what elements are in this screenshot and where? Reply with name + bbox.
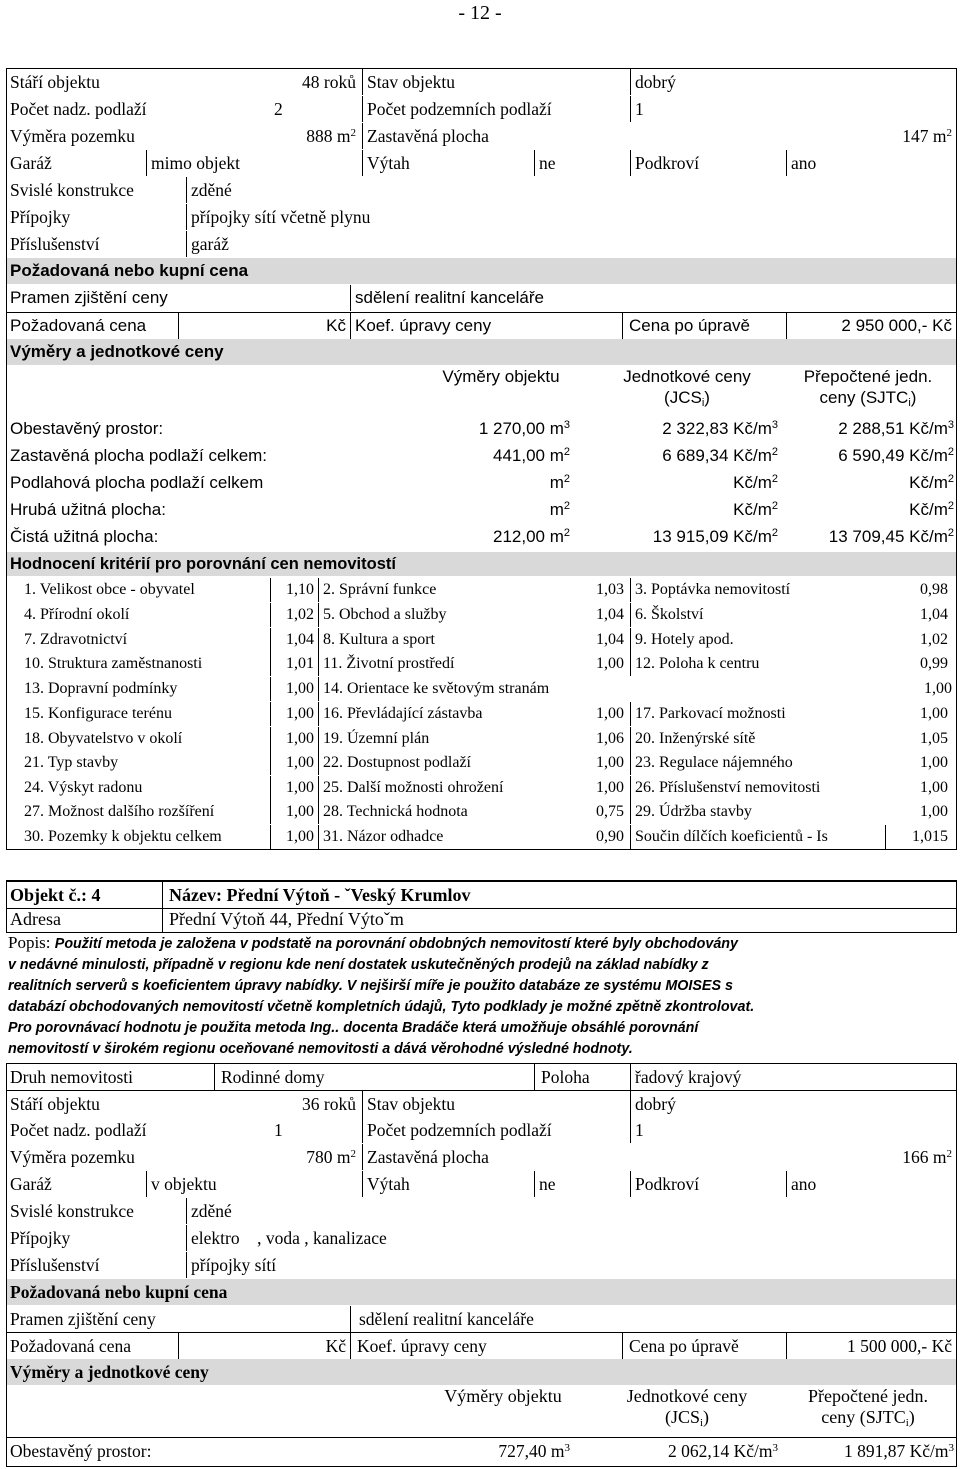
criterion-value: 1,00	[920, 779, 948, 796]
description-line: Popis: Použití metoda je založena v podstatě na porovnání obdobných nemovitostí které byly obchodovány	[8, 933, 738, 952]
criterion-label: 1. Velikost obce - obyvatel	[24, 581, 195, 598]
requested-price-label: Požadovaná cena	[10, 316, 147, 335]
areas-column-headers	[6, 1386, 957, 1434]
criterion-value: 1,04	[920, 606, 948, 623]
criteria-row	[6, 702, 957, 726]
criterion-value: 1,00	[920, 754, 948, 771]
area-value: 441,00 $m^2$	[492, 446, 570, 465]
lift-label: Výtah	[362, 1171, 534, 1197]
criterion-value: 1,00	[596, 754, 624, 771]
criterion-label: 7. Zdravotnictví	[24, 631, 128, 648]
plot-value: 888 $m^2$	[306, 126, 356, 146]
converted-price-value: 1 891,87 $Kč/m^3$	[843, 1441, 954, 1461]
criterion-label: 26. Příslušenství nemovitosti	[630, 776, 886, 800]
attic-label: Podkroví	[630, 150, 786, 176]
area-row	[6, 443, 957, 469]
garage-value: v objektu	[146, 1171, 362, 1197]
area-value: 1 270,00 $m^3$	[478, 419, 570, 438]
row-price-source	[6, 285, 957, 311]
criterion-value: 1,00	[596, 655, 624, 672]
after-adjust-label: Cena po úpravě	[622, 313, 786, 339]
criteria-row	[6, 603, 957, 627]
connections-value: elektro , voda , kanalizace	[186, 1225, 956, 1251]
price-section-title: Požadovaná nebo kupní cena	[10, 1282, 228, 1302]
areas-section-header	[6, 1359, 957, 1385]
attic-value: ano	[786, 1171, 956, 1197]
areas-section-title: Výměry a jednotkové ceny	[10, 1362, 209, 1382]
criterion-value: 0,99	[920, 655, 948, 672]
criterion-value: 1,04	[596, 631, 624, 648]
lift-value: ne	[534, 1171, 630, 1197]
plot-value: 780 $m^2$	[306, 1147, 356, 1167]
criteria-row	[6, 628, 957, 652]
row-garage	[6, 1171, 957, 1197]
floors-value: 1	[274, 1120, 283, 1140]
row-property-type	[6, 1063, 957, 1090]
description-line: nemovitostí v širokém regionu oceňované nemovitosti a dává věrohodné výsledné hodnoty.	[8, 1041, 633, 1057]
garage-label: Garáž	[10, 153, 52, 173]
criterion-value: 0,98	[920, 581, 948, 598]
unit-price-value: $Kč/m^2$	[733, 500, 778, 519]
object-name: Název: Přední Výtoň - ˇVeský Krumlov	[162, 882, 956, 908]
price-source-label: Pramen zjištění ceny	[10, 1309, 156, 1329]
row-plot	[6, 123, 957, 149]
underground-value: 1	[630, 96, 956, 122]
criterion-label: 27. Možnost dalšího rozšíření	[24, 803, 215, 820]
requested-price-currency: Kč	[178, 1333, 350, 1359]
criterion-label: 22. Dostupnost podlaží	[318, 751, 586, 775]
area-row	[6, 497, 957, 523]
area-label: Obestavěný prostor:	[10, 419, 164, 438]
criterion-value: 1,03	[596, 581, 624, 598]
areas-section-title: Výměry a jednotkové ceny	[10, 342, 224, 361]
criteria-row	[6, 800, 957, 824]
criterion-label: 19. Územní plán	[318, 727, 586, 751]
area-label: Obestavěný prostor:	[10, 1441, 152, 1461]
row-connections	[6, 1225, 957, 1251]
criterion-value: 0,75	[596, 803, 624, 820]
row-requested-price	[6, 312, 957, 340]
row-requested-price	[6, 1332, 957, 1360]
price-source-value: sdělení realitní kanceláře	[350, 1306, 956, 1332]
criterion-label: 24. Výskyt radonu	[24, 779, 143, 796]
converted-price-value: $Kč/m^2$	[909, 500, 954, 519]
row-garage	[6, 150, 957, 176]
page-number: - 12 -	[458, 2, 502, 24]
description-line: databází obchodovaných nemovitostí včetně kompletních údajů, Tyto podklady je možné zpětně zkontrolovat.	[8, 999, 755, 1015]
criterion-label: 18. Obyvatelstvo v okolí	[24, 730, 183, 747]
criterion-value: 1,00	[920, 803, 948, 820]
criterion-label: 6. Školství	[630, 603, 886, 627]
accessories-value: garáž	[186, 231, 956, 257]
attic-label: Podkroví	[630, 1171, 786, 1197]
criterion-label: 4. Přírodní okolí	[24, 606, 130, 623]
col-converted-price: Přepočtené jedn. ceny $(SJTC_i)$	[803, 367, 933, 409]
row-floors	[6, 96, 957, 122]
requested-price-currency: Kč	[178, 313, 350, 339]
area-label: Zastavěná plocha podlaží celkem:	[10, 446, 268, 465]
criterion-value: 1,00	[270, 825, 318, 849]
requested-price-label: Požadovaná cena	[10, 1336, 131, 1356]
criteria-row	[6, 825, 957, 849]
row-accessories	[6, 231, 957, 257]
area-label: Podlahová plocha podlaží celkem	[10, 473, 264, 492]
state-label: Stav objektu	[362, 1091, 630, 1117]
criteria-row	[6, 652, 957, 676]
row-walls	[6, 177, 957, 203]
location-value: řadový krajový	[630, 1064, 956, 1090]
area-value: $m^2$	[549, 473, 570, 492]
criterion-value: 1,00	[270, 702, 318, 726]
converted-price-value: 6 590,49 $Kč/m^2$	[838, 446, 954, 465]
area-row	[6, 524, 957, 550]
criterion-label: 16. Převládající zástavba	[318, 702, 586, 726]
age-value: 36 roků	[302, 1094, 356, 1114]
built-value: 166 $m^2$	[902, 1147, 952, 1167]
criterion-label: 8. Kultura a sport	[318, 628, 586, 652]
criterion-value: 1,00	[596, 705, 624, 722]
after-adjust-label: Cena po úpravě	[622, 1333, 786, 1359]
criterion-label: 2. Správní funkce	[318, 578, 586, 602]
criterion-label: 9. Hotely apod.	[630, 628, 886, 652]
plot-label: Výměra pozemku	[10, 1147, 135, 1167]
area-row	[6, 1437, 957, 1466]
floors-label: Počet nadz. podlaží	[10, 99, 147, 119]
criteria-row	[6, 677, 957, 701]
connections-label: Přípojky	[10, 1228, 71, 1248]
criterion-value: 1,05	[920, 730, 948, 747]
criterion-label: 3. Poptávka nemovitostí	[630, 578, 886, 602]
criterion-value: 1,02	[270, 603, 318, 627]
criterion-label: 23. Regulace nájemného	[630, 751, 886, 775]
criterion-label: 10. Struktura zaměstnanosti	[24, 655, 203, 672]
criteria-row	[6, 578, 957, 602]
price-section-header	[6, 1279, 957, 1305]
price-source-value: sdělení realitní kanceláře	[350, 285, 956, 311]
description-line: Pro porovnávací hodnotu je použita metoda Ing.. docenta Bradáče která umožňuje obsáhlé porovnání	[8, 1020, 699, 1036]
built-label: Zastavěná plocha	[362, 123, 630, 149]
description	[8, 932, 956, 1060]
price-source-label: Pramen zjištění ceny	[10, 288, 168, 307]
after-adjust-value: 1 500 000,- Kč	[786, 1333, 956, 1359]
location-label: Poloha	[534, 1064, 630, 1090]
type-value: Rodinné domy	[214, 1064, 534, 1090]
criterion-label: 11. Životní prostředí	[318, 652, 586, 676]
criterion-value: 1,04	[596, 606, 624, 623]
criterion-label: Součin dílčích koeficientů - Is	[630, 825, 886, 849]
row-accessories	[6, 1252, 957, 1278]
criterion-label: 31. Názor odhadce	[318, 825, 586, 849]
criterion-value: 1,00	[270, 727, 318, 751]
criterion-value: 1,00	[596, 779, 624, 796]
row-age	[6, 1090, 957, 1117]
unit-price-value: 6 689,34 $Kč/m^2$	[662, 446, 778, 465]
attic-value: ano	[786, 150, 956, 176]
criteria-section-header	[6, 552, 957, 576]
criterion-label: 21. Typ stavby	[24, 754, 119, 771]
state-value: dobrý	[630, 1091, 956, 1117]
underground-label: Počet podzemních podlaží	[362, 1117, 630, 1143]
connections-label: Přípojky	[10, 207, 71, 227]
criterion-label: 29. Údržba stavby	[630, 800, 886, 824]
criteria-row	[6, 727, 957, 751]
area-label: Hrubá užitná plocha:	[10, 500, 166, 519]
area-row	[6, 470, 957, 496]
accessories-label: Příslušenství	[10, 1255, 100, 1275]
unit-price-value: 13 915,09 $Kč/m^2$	[652, 527, 778, 546]
areas-section-header	[6, 339, 957, 365]
criteria-section-title: Hodnocení kritérií pro porovnání cen nemovitostí	[10, 555, 396, 573]
criterion-value: 1,00	[270, 677, 318, 701]
criterion-value: 1,00	[270, 776, 318, 800]
garage-label: Garáž	[10, 1174, 52, 1194]
walls-label: Svislé konstrukce	[10, 180, 134, 200]
walls-value: zděné	[186, 177, 956, 203]
col-areas: Výměry objektu	[444, 1386, 562, 1406]
object-number: Objekt č.: 4	[10, 885, 101, 905]
converted-price-value: 2 288,51 $Kč/m^3$	[838, 419, 954, 438]
criterion-value: 1,06	[596, 730, 624, 747]
row-plot	[6, 1144, 957, 1170]
criterion-label: 15. Konfigurace terénu	[24, 705, 172, 722]
criterion-value: 1,00	[270, 800, 318, 824]
lift-value: ne	[534, 150, 630, 176]
col-unit-price: Jednotkové ceny $(JCS_i)$	[623, 367, 751, 409]
lift-label: Výtah	[362, 150, 534, 176]
criterion-label: 12. Poloha k centru	[630, 652, 886, 676]
coef-label: Koef. úpravy ceny	[350, 313, 622, 339]
floors-value: 2	[274, 99, 283, 119]
floors-label: Počet nadz. podlaží	[10, 1120, 147, 1140]
converted-price-value: 13 709,45 $Kč/m^2$	[828, 527, 954, 546]
address-label: Adresa	[10, 909, 61, 929]
garage-value: mimo objekt	[146, 150, 362, 176]
built-label: Zastavěná plocha	[362, 1144, 630, 1170]
criterion-value: 0,90	[596, 828, 624, 845]
type-label: Druh nemovitosti	[10, 1067, 133, 1087]
col-converted-price: Přepočtené jedn. ceny $(SJTC_i)$	[808, 1386, 928, 1429]
criterion-value: 1,015	[912, 828, 948, 845]
row-walls	[6, 1198, 957, 1224]
area-value: $m^2$	[549, 500, 570, 519]
description-line: v nedávné minulosti, případně v regionu kde není dostatek uskutečněných prodejů na základ nabídky z	[8, 957, 709, 973]
row-floors	[6, 1117, 957, 1143]
object-4-header	[6, 880, 957, 909]
address-value: Přední Výtoň 44, Přední Výtoˇm	[162, 906, 956, 932]
criterion-value: 1,00	[270, 751, 318, 775]
price-section-title: Požadovaná nebo kupní cena	[10, 261, 249, 280]
accessories-label: Příslušenství	[10, 234, 100, 254]
col-unit-price: Jednotkové ceny $(JCS_i)$	[626, 1386, 748, 1429]
criterion-value: 1,00	[924, 680, 952, 697]
criterion-label: 17. Parkovací možnosti	[630, 702, 886, 726]
criterion-label: 13. Dopravní podmínky	[24, 680, 178, 697]
unit-price-value: $Kč/m^2$	[733, 473, 778, 492]
row-address	[6, 906, 957, 932]
price-section-header	[6, 258, 957, 284]
criteria-row	[6, 751, 957, 775]
walls-label: Svislé konstrukce	[10, 1201, 134, 1221]
unit-price-value: 2 322,83 $Kč/m^3$	[662, 419, 778, 438]
criterion-label: 5. Obchod a služby	[318, 603, 586, 627]
plot-label: Výměra pozemku	[10, 126, 135, 146]
description-line: realitních serverů s koeficientem úpravy nabídky. V nejširší míře je použito databáze ze systému MOISES s	[8, 978, 733, 994]
walls-value: zděné	[186, 1198, 956, 1224]
row-age	[6, 69, 957, 95]
areas-column-headers	[6, 366, 957, 414]
accessories-value: přípojky sítí	[186, 1252, 956, 1278]
unit-price-value: 2 062,14 $Kč/m^3$	[667, 1441, 778, 1461]
criterion-value: 1,01	[270, 652, 318, 676]
criteria-row	[6, 776, 957, 800]
criterion-value: 1,10	[270, 578, 318, 602]
connections-value: přípojky sítí včetně plynu	[186, 204, 956, 230]
criterion-value: 1,00	[920, 705, 948, 722]
criterion-label: 25. Další možnosti ohrožení	[318, 776, 586, 800]
criterion-label: 20. Inženýrské sítě	[630, 727, 886, 751]
criterion-label: 28. Technická hodnota	[318, 800, 586, 824]
converted-price-value: $Kč/m^2$	[909, 473, 954, 492]
coef-label: Koef. úpravy ceny	[350, 1333, 622, 1359]
row-connections	[6, 204, 957, 230]
area-row	[6, 416, 957, 442]
area-value: 212,00 $m^2$	[492, 527, 570, 546]
age-label: Stáří objektu	[10, 72, 100, 92]
criterion-value: 1,04	[270, 628, 318, 652]
state-value: dobrý	[630, 69, 956, 95]
col-areas: Výměry objektu	[442, 367, 560, 386]
row-price-source	[6, 1306, 957, 1332]
area-label: Čistá užitná plocha:	[10, 527, 159, 546]
criterion-label: 14. Orientace ke světovým stranám	[318, 677, 549, 701]
age-value: 48 roků	[302, 72, 356, 92]
age-label: Stáří objektu	[10, 1094, 100, 1114]
underground-label: Počet podzemních podlaží	[362, 96, 630, 122]
after-adjust-value: 2 950 000,- Kč	[786, 313, 956, 339]
criterion-label: 30. Pozemky k objektu celkem	[24, 828, 222, 845]
criterion-value: 1,02	[920, 631, 948, 648]
state-label: Stav objektu	[362, 69, 630, 95]
underground-value: 1	[630, 1117, 956, 1143]
built-value: 147 $m^2$	[902, 126, 952, 146]
area-value: 727,40 $m^3$	[498, 1441, 570, 1461]
